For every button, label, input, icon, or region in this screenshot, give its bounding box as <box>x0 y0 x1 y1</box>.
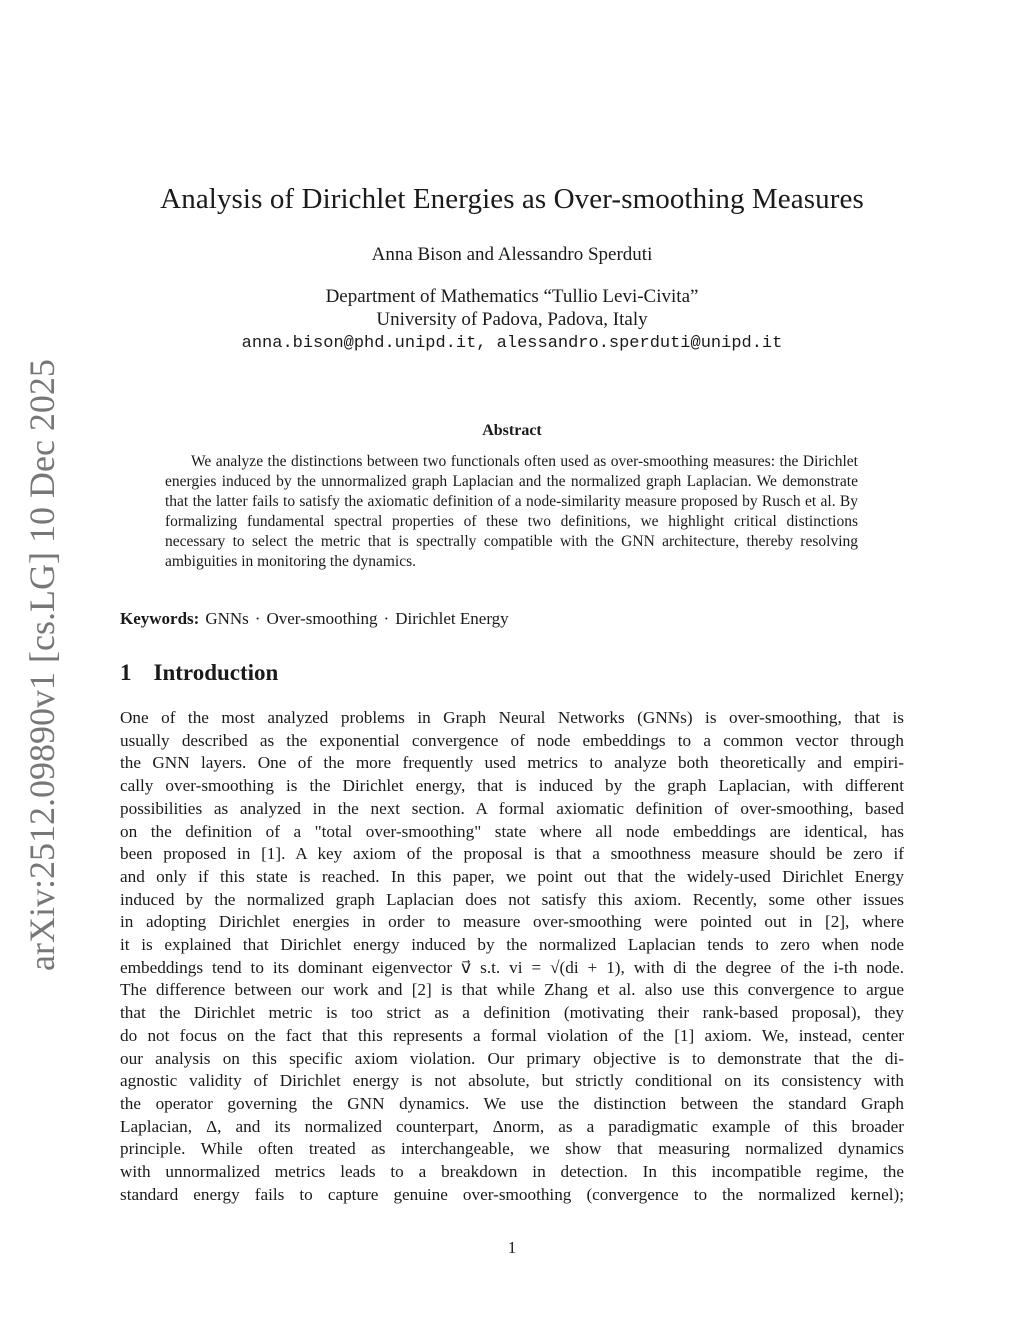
intro-line: embeddings tend to its dominant eigenvector v⃗ s.t. vi = √(di + 1), with di the degree of the i-th node. <box>120 957 904 977</box>
intro-line: our analysis on this specific axiom violation. Our primary objective is to demonstrate that the di- <box>120 1048 904 1068</box>
intro-line: do not focus on the fact that this represents a formal violation of the [1] axiom. We, instead, center <box>120 1025 904 1045</box>
intro-line: the GNN layers. One of the more frequently used metrics to analyze both theoretically and empiri- <box>120 753 904 773</box>
keyword-separator: · <box>383 609 390 628</box>
page-number: 1 <box>507 1238 517 1257</box>
section-number: 1 <box>120 660 132 685</box>
keywords-line <box>120 609 509 629</box>
keyword-item: GNNs <box>205 609 249 628</box>
keyword-separator: · <box>254 609 261 628</box>
intro-line: The difference between our work and [2] is that while Zhang et al. also use this convergence to argue <box>120 980 904 1000</box>
intro-line: Laplacian, Δ, and its normalized counterpart, Δnorm, as a paradigmatic example of this broader <box>120 1116 904 1136</box>
intro-line: induced by the normalized graph Laplacian does not satisfy this axiom. Recently, some other issues <box>120 889 904 909</box>
arxiv-identifier-stamp <box>12 359 72 971</box>
paper-authors: Anna Bison and Alessandro Sperduti <box>371 244 653 265</box>
introduction-body <box>120 707 904 1206</box>
author-emails: anna.bison@phd.unipd.it, alessandro.sperduti@unipd.it <box>241 334 783 353</box>
intro-line: standard energy fails to capture genuine over-smoothing (convergence to the normalized kernel); <box>120 1184 904 1204</box>
paper-title: Analysis of Dirichlet Energies as Over-smoothing Measures <box>160 183 864 215</box>
intro-line: it is explained that Dirichlet energy induced by the normalized Laplacian tends to zero when node <box>120 935 904 955</box>
section-title: Introduction <box>153 660 279 685</box>
affiliation-university: University of Padova, Padova, Italy <box>376 309 648 330</box>
intro-line: principle. While often treated as interchangeable, we show that measuring normalized dynamics <box>120 1139 904 1159</box>
affiliation-department: Department of Mathematics “Tullio Levi-Civita” <box>325 286 699 307</box>
intro-line: agnostic validity of Dirichlet energy is not absolute, but strictly conditional on its consistency with <box>120 1071 904 1091</box>
intro-line: been proposed in [1]. A key axiom of the proposal is that a smoothness measure should be zero if <box>120 844 904 864</box>
intro-line: One of the most analyzed problems in Graph Neural Networks (GNNs) is over-smoothing, that is <box>120 708 904 727</box>
keyword-item: Dirichlet Energy <box>395 609 509 628</box>
intro-line: the operator governing the GNN dynamics. We use the distinction between the standard Graph <box>120 1093 904 1113</box>
abstract-body: We analyze the distinctions between two functionals often used as over-smoothing measures: the Dirichlet energies induced by the unnormalized graph Laplacian and the normalized graph Laplacian. We demonstrate that the latter fails to satisfy the axiomatic definition of a node-similarity measure proposed by Rusch et al. By formalizing fundamental spectral properties of these two definitions, we highlight critical distinctions necessary to select the metric that is spectrally compatible with the GNN architecture, thereby resolving ambiguities in monitoring the dynamics. <box>165 453 858 570</box>
intro-line: usually described as the exponential convergence of node embeddings to a common vector through <box>120 730 904 750</box>
intro-line: that the Dirichlet metric is too strict as a definition (motivating their rank-based proposal), they <box>120 1003 904 1023</box>
abstract-heading: Abstract <box>482 422 542 439</box>
keyword-item: Over-smoothing <box>266 609 378 628</box>
intro-line: with unnormalized metrics leads to a breakdown in detection. In this incompatible regime, the <box>120 1162 904 1182</box>
intro-line: on the definition of a "total over-smoothing" state where all node embeddings are identical, has <box>120 821 904 841</box>
keywords-label: Keywords: <box>120 609 200 628</box>
intro-line: possibilities as analyzed in the next section. A formal axiomatic definition of over-smoothing, based <box>120 798 904 818</box>
section-heading-introduction <box>120 660 278 686</box>
intro-line: and only if this state is reached. In this paper, we point out that the widely-used Dirichlet Energy <box>120 866 904 886</box>
arxiv-identifier-text: arXiv:2512.09890v1 [cs.LG] 10 Dec 2025 <box>22 359 62 971</box>
intro-line: in adopting Dirichlet energies in order to measure over-smoothing were pointed out in [2], where <box>120 912 904 932</box>
intro-line: cally over-smoothing is the Dirichlet energy, that is induced by the graph Laplacian, with different <box>120 776 904 796</box>
